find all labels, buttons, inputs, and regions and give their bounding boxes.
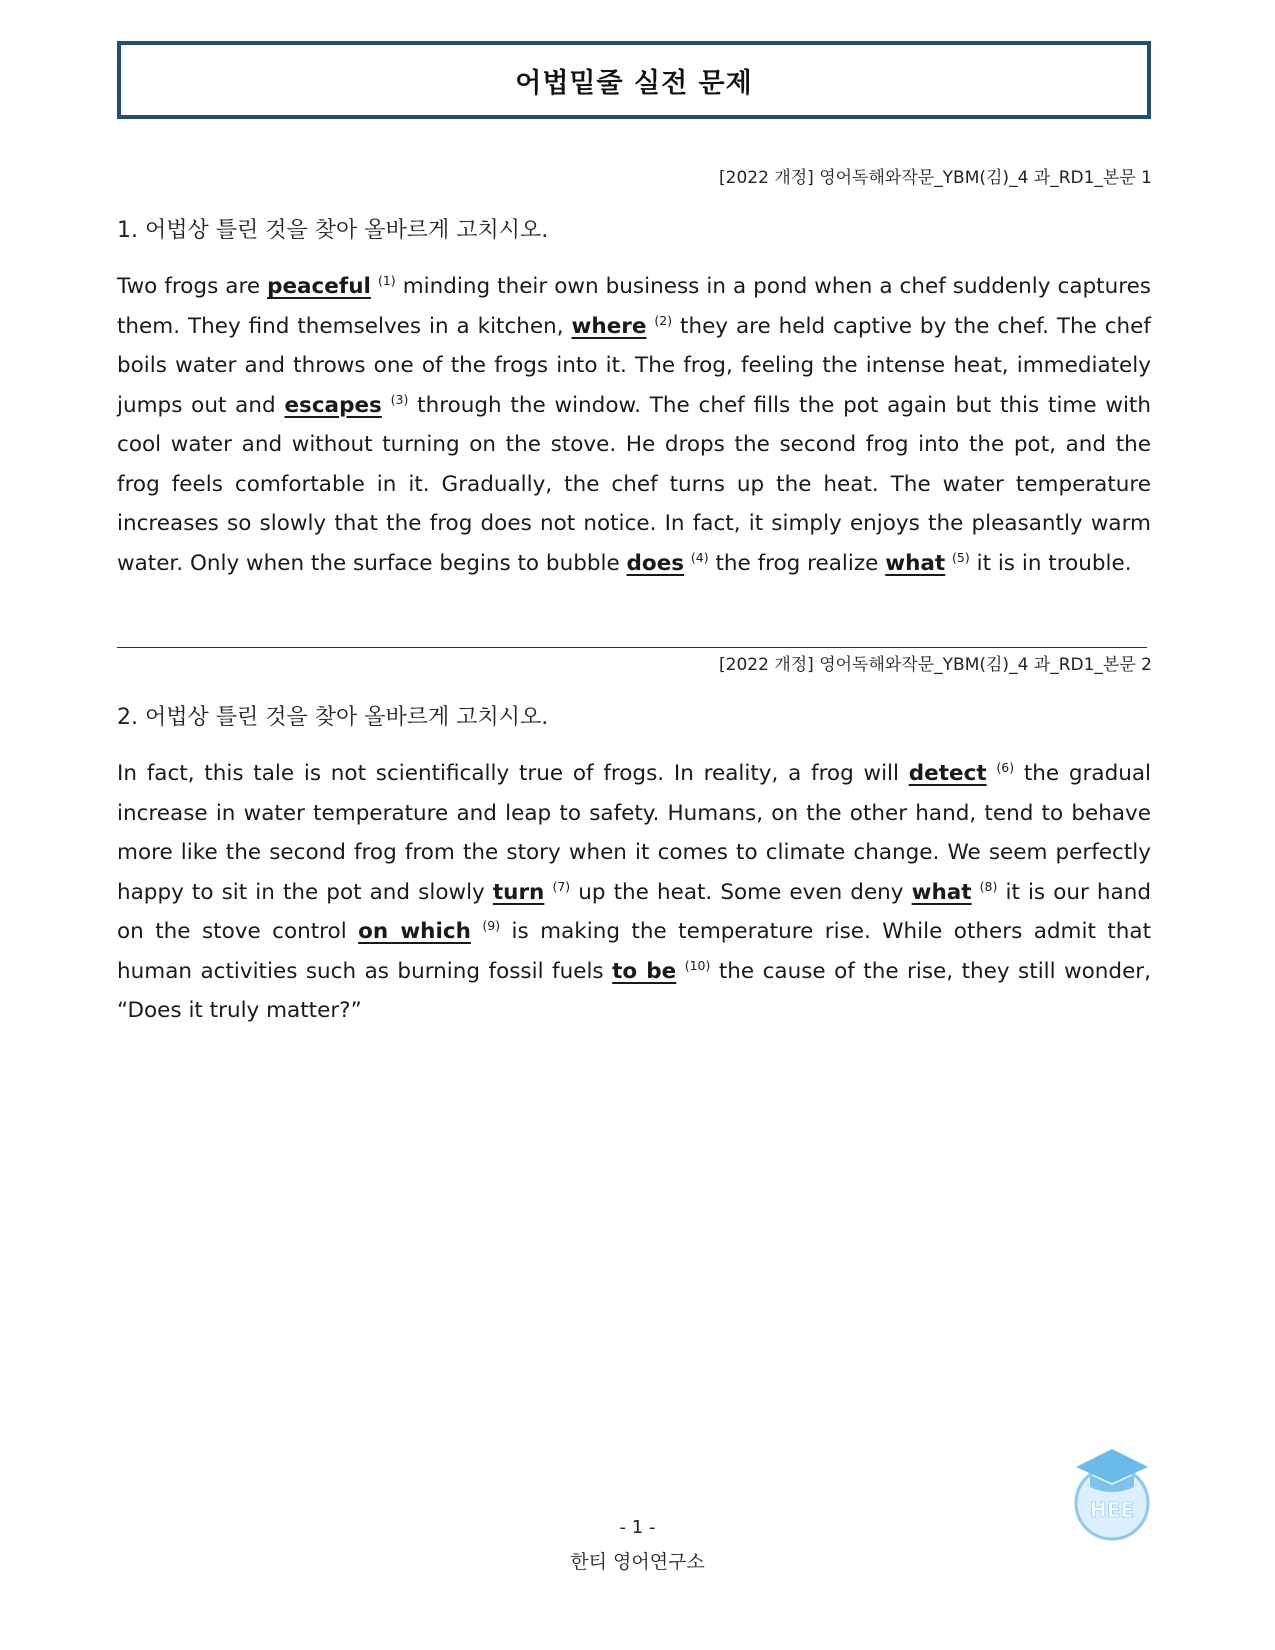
page-title: 어법밑줄 실전 문제 — [515, 67, 753, 99]
q1-text: Two frogs are — [117, 274, 268, 299]
item-number: (2) — [654, 312, 673, 328]
q2-passage — [117, 754, 1151, 1031]
underlined-word: what — [911, 879, 972, 905]
underlined-word: peaceful — [267, 274, 371, 299]
logo-text: HEE — [1089, 1498, 1135, 1522]
q2-text: the cause of the rise, they still wonder, “Does it truly matter?” — [117, 958, 1151, 1023]
hee-logo-icon — [1070, 1445, 1154, 1541]
page-number: - 1 - — [619, 1517, 656, 1538]
q1-text: minding their own business in a pond when a chef suddenly captures them. They find themselves in a kitchen, — [117, 274, 1151, 339]
underlined-word: what — [885, 550, 946, 576]
section-divider — [117, 647, 1147, 648]
q2-text: up the heat. Some even deny — [570, 879, 912, 905]
underlined-word: detect — [908, 761, 987, 786]
q1-instruction: 1. 어법상 틀린 것을 찾아 올바르게 고치시오. — [117, 218, 549, 243]
underlined-word: where — [571, 313, 647, 339]
q2-text: In fact, this tale is not scientifically true of frogs. In reality, a frog will — [117, 761, 909, 786]
q1-source: [2022 개정] 영어독해와작문_YBM(김)_4 과_RD1_본문 1 — [719, 168, 1152, 188]
underlined-word: escapes — [284, 392, 382, 418]
q1-text: it is in trouble. — [969, 550, 1132, 576]
item-number: (3) — [390, 391, 409, 407]
item-number: (9) — [482, 918, 501, 933]
item-number: (6) — [996, 760, 1015, 775]
item-number: (7) — [552, 878, 571, 894]
footer-organization: 한티 영어연구소 — [570, 1551, 705, 1573]
underlined-word: on which — [358, 919, 471, 944]
item-number: (5) — [952, 549, 970, 565]
item-number: (1) — [377, 273, 396, 288]
underlined-word: to be — [612, 958, 677, 984]
q1-text: through the window. The chef fills the pot again but this time with cool water and without turning on the stove. He drops the second frog into the pot, and the frog feels comfortable in it. Gradually, the chef turns up the heat. The water temperature increases so slowly that the frog does not notice. In fact, it simply enjoys the pleasantly warm water. Only when the surface begins to bubble — [117, 392, 1151, 576]
item-number: (8) — [979, 878, 998, 894]
title-box — [117, 41, 1151, 119]
item-number: (10) — [684, 957, 711, 973]
q2-instruction: 2. 어법상 틀린 것을 찾아 올바르게 고치시오. — [117, 705, 549, 730]
underlined-word: turn — [492, 879, 545, 905]
q2-text: the gradual increase in water temperature and leap to safety. Humans, on the other hand, tend to behave more like the second frog from the story when it comes to climate change. We seem perfectly happy to sit in the pot and slowly — [117, 761, 1151, 905]
q2-source: [2022 개정] 영어독해와작문_YBM(김)_4 과_RD1_본문 2 — [719, 655, 1152, 675]
q2-text: it is our hand on the stove control — [117, 879, 1151, 944]
q1-text: the frog realize — [708, 550, 886, 576]
item-number: (4) — [690, 549, 709, 565]
q2-text: is making the temperature rise. While others admit that human activities such as burning fossil fuels — [117, 919, 1152, 984]
q1-passage — [117, 267, 1151, 583]
q1-text: they are held captive by the chef. The chef boils water and throws one of the frogs into it. The frog, feeling the intense heat, immediately jumps out and — [117, 313, 1151, 418]
underlined-word: does — [626, 550, 685, 576]
